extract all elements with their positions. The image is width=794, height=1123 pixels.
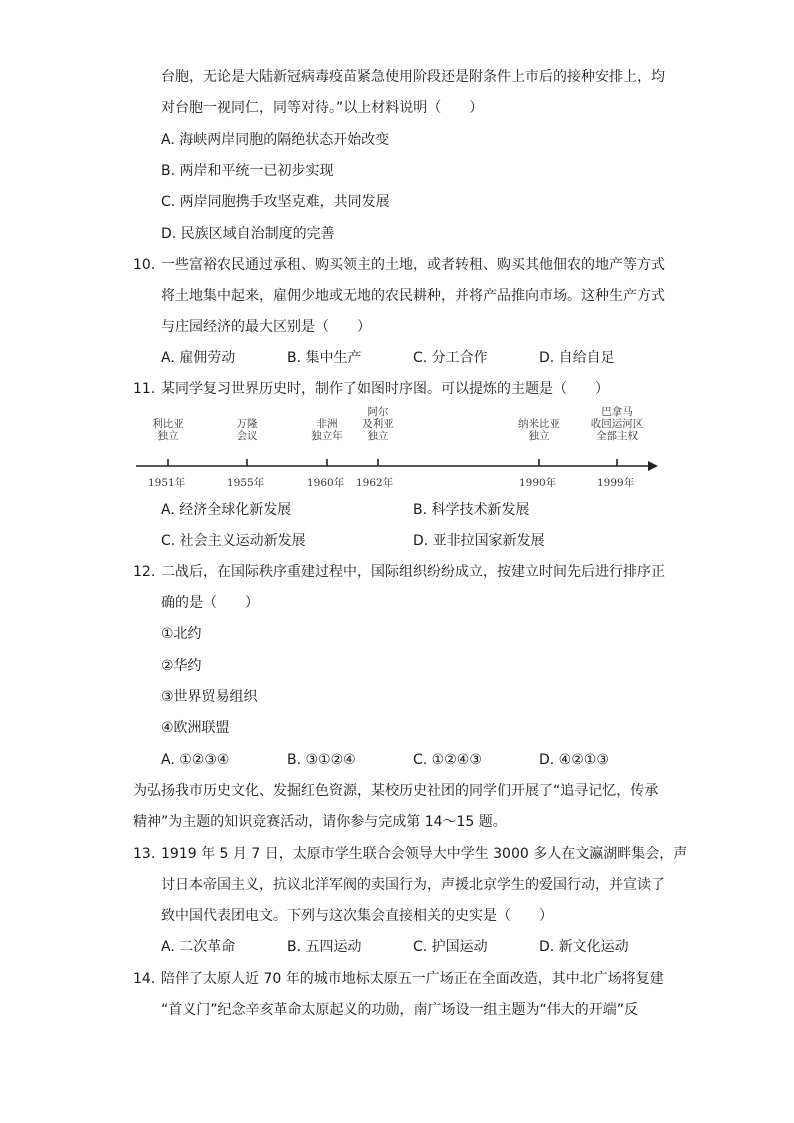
q9-option-b: B. 两岸和平统一已初步实现 xyxy=(161,163,334,179)
q13-stem-line-2: 讨日本帝国主义，抗议北洋军阀的卖国行为，声援北京学生的爱国行动，并宣读了 xyxy=(161,877,665,893)
timeline-year-1999: 1999年 xyxy=(597,477,635,489)
q10-option-d: D. 自给自足 xyxy=(539,350,615,366)
q9-option-d: D. 民族区域自治制度的完善 xyxy=(161,226,335,242)
q12-option-b: B. ③①②④ xyxy=(287,752,356,768)
q12-item-3: ③世界贸易组织 xyxy=(161,689,258,705)
timeline-figure xyxy=(130,402,670,492)
timeline-year-1962: 1962年 xyxy=(356,477,394,489)
q12-item-4: ④欧洲联盟 xyxy=(161,720,230,736)
q12-option-d: D. ④②①③ xyxy=(539,752,609,768)
q10-option-c: C. 分工合作 xyxy=(413,350,488,366)
q11-stem-line-1: 某同学复习世界历史时，制作了如图时序图。可以提炼的主题是（ ） xyxy=(161,381,609,397)
q11-option-c: C. 社会主义运动新发展 xyxy=(161,533,306,549)
q10-stem-line-1: 一些富裕农民通过承租、购买领主的土地，或者转租、购买其他佃农的地产等方式 xyxy=(161,257,665,273)
q9-option-a: A. 海峡两岸同胞的隔绝状态开始改变 xyxy=(161,132,390,148)
q12-number: 12. xyxy=(133,564,156,580)
q9-stem-line-2: 对台胞一视同仁，同等对待。”以上材料说明（ ） xyxy=(161,100,484,116)
q13-option-b: B. 五四运动 xyxy=(287,939,362,955)
timeline-year-1990: 1990年 xyxy=(519,477,557,489)
q13-stem-line-3: 致中国代表团电文。下列与这次集会直接相关的史实是（ ） xyxy=(161,908,553,924)
q13-stem-line-1: 1919 年 5 月 7 日，太原市学生联合会领导大中学生 3000 多人在文瀛湖畔集会，声 xyxy=(161,846,688,862)
q14-stem-line-2: “首义门”纪念辛亥革命太原起义的功勋，南广场设一组主题为“伟大的开端”反 xyxy=(161,1002,639,1018)
timeline-event-algeria-line-1: 阿尔 xyxy=(367,406,389,418)
timeline-year-1951: 1951年 xyxy=(148,477,186,489)
timeline-event-panama xyxy=(582,406,652,442)
q12-stem-line-1: 二战后，在国际秩序重建过程中，国际组织纷纷成立，按建立时间先后进行排序正 xyxy=(161,564,665,580)
q12-stem-line-2: 确的是（ ） xyxy=(161,595,259,611)
timeline-event-algeria-line-3: 独立 xyxy=(367,430,389,442)
timeline-event-algeria xyxy=(353,406,403,442)
timeline-event-namibia-line-2: 独立 xyxy=(528,430,550,442)
timeline-event-algeria-line-2: 及利亚 xyxy=(362,418,394,430)
q11-option-a: A. 经济全球化新发展 xyxy=(161,502,292,518)
timeline-event-bandung-line-2: 会议 xyxy=(236,430,258,442)
timeline-event-panama-line-1: 巴拿马 xyxy=(601,406,633,418)
section-intro-line-2: 精神”为主题的知识竞赛活动，请你参与完成第 14～15 题。 xyxy=(133,814,507,830)
timeline-event-panama-line-2: 收回运河区 xyxy=(590,418,644,430)
timeline-event-libya xyxy=(143,418,193,442)
q10-stem-line-2: 将土地集中起来，雇佣少地或无地的农民耕种，并将产品推向市场。这种生产方式 xyxy=(161,288,665,304)
timeline-event-libya-line-1: 利比亚 xyxy=(152,418,184,430)
q9-stem-line-1: 台胞，无论是大陆新冠病毒疫苗紧急使用阶段还是附条件上市后的接种安排上，均 xyxy=(161,69,665,85)
timeline-year-1960: 1960年 xyxy=(307,477,345,489)
timeline-event-africa-year-line-1: 非洲 xyxy=(316,418,338,430)
q11-option-d: D. 亚非拉国家新发展 xyxy=(413,533,545,549)
timeline-event-africa-year xyxy=(302,418,352,442)
timeline-event-namibia-line-1: 纳米比亚 xyxy=(518,418,560,430)
q10-option-a: A. 雇佣劳动 xyxy=(161,350,236,366)
timeline-event-panama-line-3: 全部主权 xyxy=(596,430,638,442)
timeline-event-africa-year-line-2: 独立年 xyxy=(311,430,343,442)
q14-stem-line-1: 陪伴了太原人近 70 年的城市地标太原五一广场正在全面改造，其中北广场将复建 xyxy=(161,971,664,987)
section-intro-line-1: 为弘扬我市历史文化、发掘红色资源，某校历史社团的同学们开展了“追寻记忆，传承 xyxy=(133,783,659,799)
timeline-event-bandung-line-1: 万隆 xyxy=(236,418,258,430)
q11-number: 11. xyxy=(133,381,156,397)
q12-item-1: ①北约 xyxy=(161,626,202,642)
q13-option-d: D. 新文化运动 xyxy=(539,939,629,955)
timeline-event-namibia xyxy=(504,418,574,442)
q9-option-c: C. 两岸同胞携手攻坚克难，共同发展 xyxy=(161,194,390,210)
timeline-arrow-icon xyxy=(648,461,658,471)
q12-option-a: A. ①②③④ xyxy=(161,752,230,768)
q13-option-c: C. 护国运动 xyxy=(413,939,488,955)
q12-item-2: ②华约 xyxy=(161,658,202,674)
q13-number: 13. xyxy=(133,846,156,862)
timeline-year-1955: 1955年 xyxy=(227,477,265,489)
q10-option-b: B. 集中生产 xyxy=(287,350,362,366)
q12-option-c: C. ①②④③ xyxy=(413,752,482,768)
q13-option-a: A. 二次革命 xyxy=(161,939,236,955)
q10-stem-line-3: 与庄园经济的最大区别是（ ） xyxy=(161,319,371,335)
q14-number: 14. xyxy=(133,971,156,987)
q11-option-b: B. 科学技术新发展 xyxy=(413,502,530,518)
q10-number: 10. xyxy=(133,257,156,273)
timeline-event-libya-line-2: 独立 xyxy=(157,430,179,442)
timeline-event-bandung xyxy=(222,418,272,442)
